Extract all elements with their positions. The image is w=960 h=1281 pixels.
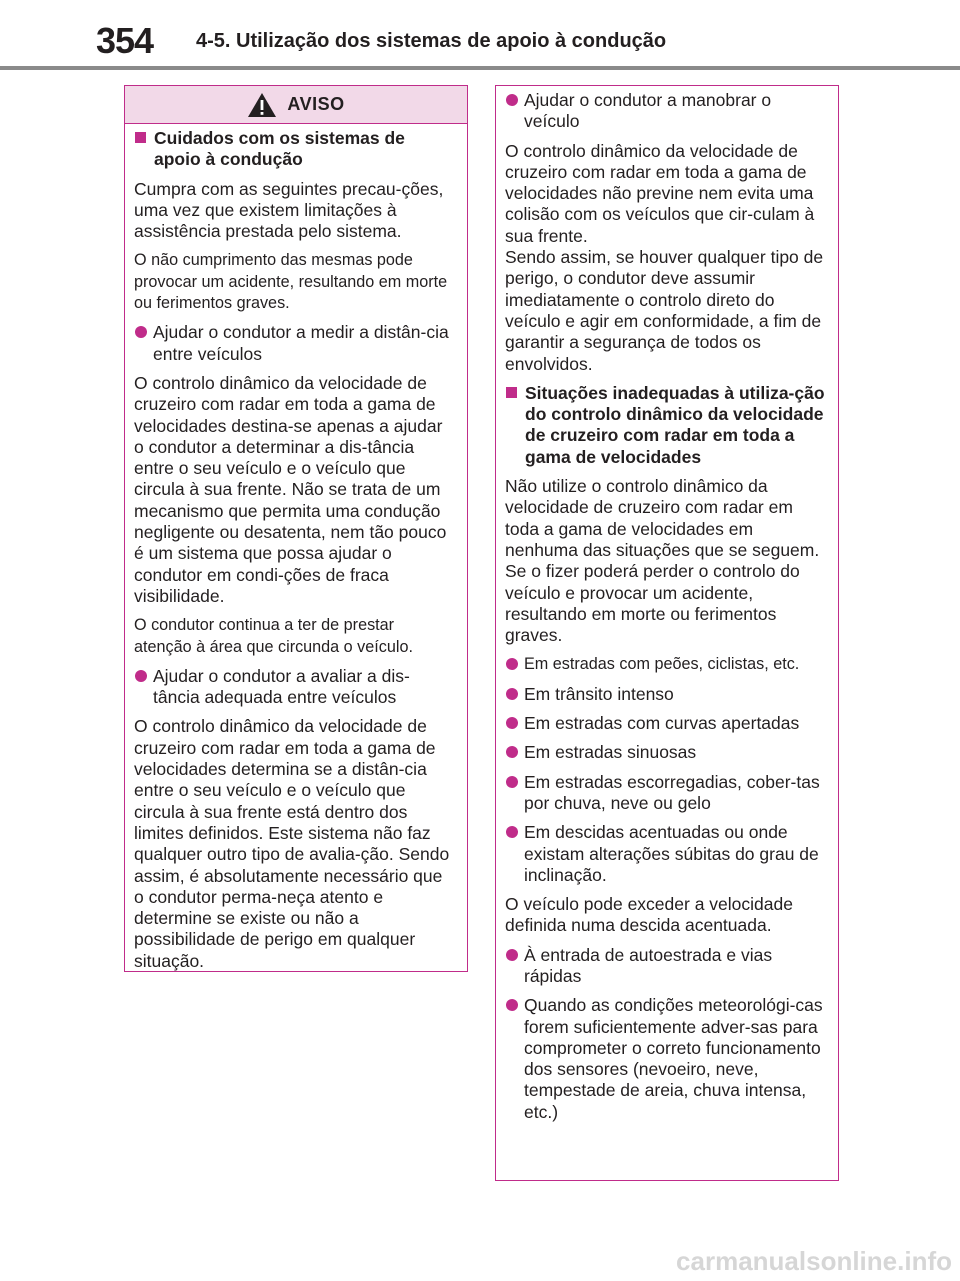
list-item — [505, 713, 826, 734]
paragraph: Cumpra com as seguintes precau-ções, uma vez que existem limitações à assistência prestada pelo sistema. — [134, 178, 444, 242]
circle-bullet-icon — [506, 826, 518, 838]
section-title: 4-5. Utilização dos sistemas de apoio à condução — [196, 30, 667, 52]
square-bullet-icon — [506, 387, 517, 398]
list-item — [505, 822, 826, 886]
paragraph: O condutor continua a ter de prestar atenção à área que circunda o veículo. — [134, 616, 413, 656]
bullet-text: À entrada de autoestrada e vias rápidas — [524, 944, 773, 986]
warning-box-left — [124, 85, 468, 972]
circle-bullet-icon — [506, 999, 518, 1011]
bullet-text: Ajudar o condutor a avaliar a dis-tância adequada entre veículos — [153, 665, 410, 708]
heading-text: Cuidados com os sistemas de apoio à condução — [154, 128, 405, 170]
section-heading — [505, 383, 826, 468]
header-rule — [0, 66, 960, 70]
bullet-text: Em estradas com curvas apertadas — [524, 713, 800, 734]
warning-triangle-icon — [247, 92, 277, 118]
bullet-text: Em estradas com peões, ciclistas, etc. — [524, 655, 800, 674]
page-number: 354 — [96, 20, 154, 61]
circle-bullet-icon — [506, 717, 518, 729]
paragraph: Sendo assim, se houver qualquer tipo de perigo, o condutor deve assumir imediatamente o controlo direto do veículo e agir em conformidade, a fim de garantir a segurança de todos os envolvidos. — [505, 247, 824, 374]
list-item — [505, 684, 826, 705]
paragraph: O veículo pode exceder a velocidade definida numa descida acentuada. — [505, 894, 793, 936]
list-item — [505, 945, 826, 988]
paragraph: O não cumprimento das mesmas pode provocar um acidente, resultando em morte ou ferimentos graves. — [134, 251, 448, 313]
circle-bullet-icon — [506, 94, 518, 106]
circle-bullet-icon — [506, 688, 518, 700]
bullet-text: Ajudar o condutor a manobrar o veículo — [524, 90, 772, 132]
circle-bullet-icon — [506, 658, 518, 670]
paragraph: Não utilize o controlo dinâmico da velocidade de cruzeiro com radar em toda a gama de velocidades em nenhuma das situações que se seguem. Se o fizer poderá perder o controlo do veículo e provocar um acidente, resultando em morte ou ferimentos graves. — [505, 476, 820, 646]
list-item — [134, 666, 455, 709]
circle-bullet-icon — [506, 776, 518, 788]
circle-bullet-icon — [506, 949, 518, 961]
bullet-text: Em descidas acentuadas ou onde existam alterações súbitas do grau de inclinação. — [524, 822, 819, 885]
circle-bullet-icon — [506, 746, 518, 758]
square-bullet-icon — [135, 132, 146, 143]
paragraph: O controlo dinâmico da velocidade de cruzeiro com radar em toda a gama de velocidades destina-se apenas a ajudar o condutor a determinar a dis-tância entre o seu veículo e o veículo que circula à sua frente. Não se trata de um mecanismo que permita uma condução negligente ou desatenta, nem tão pouco é um sistema que possa ajudar o condutor em condi-ções de fraca visibilidade. — [134, 372, 447, 606]
warning-label: AVISO — [287, 94, 345, 114]
bullet-text: Em estradas escorregadias, cober-tas por chuva, neve ou gelo — [524, 771, 820, 813]
paragraph: O controlo dinâmico da velocidade de cruzeiro com radar em toda a gama de velocidades determina se a distân-cia entre o seu veículo e o veículo que circula à sua frente está dentro dos limites definidos. Este sistema não faz qualquer outro tipo de avalia-ção. Sendo assim, é absolutamente necessário que o condutor perma-neça atento e determine se existe ou não a possibilidade de perigo em qualquer situação. — [134, 716, 450, 971]
list-item — [505, 742, 826, 763]
bullet-text: Ajudar o condutor a medir a distân-cia entre veículos — [153, 322, 449, 364]
section-heading — [134, 128, 455, 171]
list-item — [505, 995, 826, 1123]
paragraph: O controlo dinâmico da velocidade de cruzeiro com radar em toda a gama de velocidades não previne nem evita uma colisão com os veículos que cir-culam à sua frente. — [505, 140, 815, 246]
list-item — [134, 322, 455, 365]
page-header — [0, 0, 960, 70]
warning-header — [125, 86, 467, 124]
circle-bullet-icon — [135, 670, 147, 682]
watermark: carmanualsonline.info — [676, 1246, 952, 1276]
warning-box-right — [495, 85, 839, 1181]
list-item — [505, 90, 826, 133]
heading-text: Situações inadequadas à utiliza-ção do controlo dinâmico da velocidade de cruzeiro com radar em toda a gama de velocidades — [525, 382, 825, 467]
bullet-text: Em trânsito intenso — [524, 683, 674, 704]
list-item — [505, 654, 826, 675]
bullet-text: Quando as condições meteorológi-cas forem suficientemente adver-sas para comprometer o correto funcionamento dos sensores (nevoeiro, neve, tempestade de areia, chuva intensa, etc.) — [524, 995, 823, 1122]
list-item — [505, 772, 826, 815]
circle-bullet-icon — [135, 326, 147, 338]
bullet-text: Em estradas sinuosas — [524, 742, 697, 763]
